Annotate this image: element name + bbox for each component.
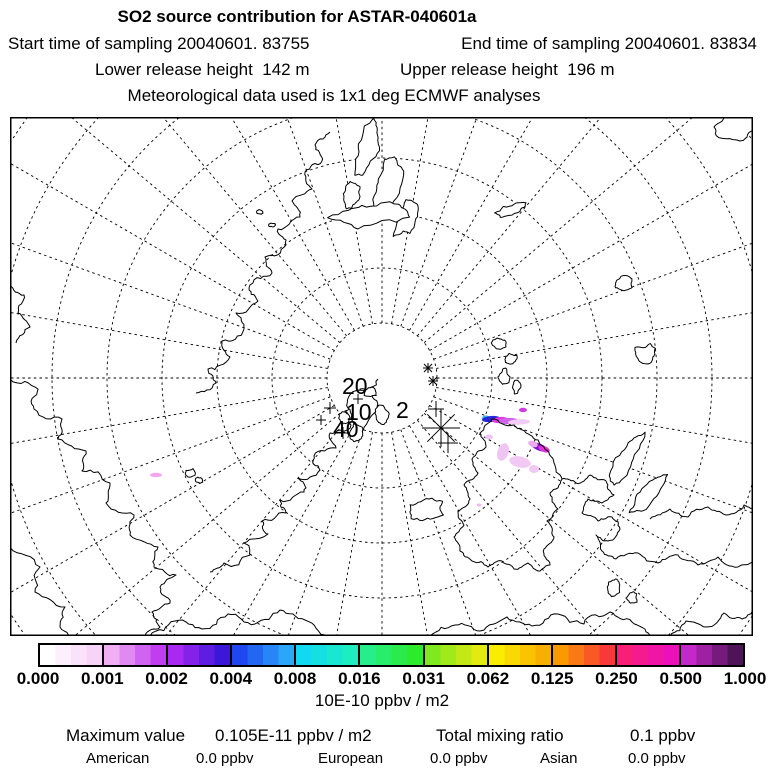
island-coastline bbox=[491, 338, 506, 349]
page-title: SO2 source contribution for ASTAR-040601a bbox=[117, 7, 477, 26]
island-coastline bbox=[607, 579, 619, 597]
coastline bbox=[650, 505, 753, 519]
island-coastline bbox=[626, 592, 637, 604]
coastline bbox=[616, 553, 753, 568]
map-number-label: 10 bbox=[346, 399, 372, 425]
island-coastline bbox=[185, 469, 195, 478]
ast-marker bbox=[428, 376, 438, 386]
so2-plume-patch bbox=[495, 442, 511, 463]
colorbar-tick-label: 0.008 bbox=[273, 669, 317, 688]
island-coastline bbox=[375, 405, 389, 424]
colorbar-segment bbox=[102, 645, 166, 665]
island-coastline bbox=[256, 210, 263, 215]
colorbar-tick-label: 0.016 bbox=[338, 669, 381, 688]
so2-plume-patch bbox=[529, 465, 539, 473]
total-mixing-ratio-value: 0.1 ppbv bbox=[630, 726, 696, 745]
colorbar-segment bbox=[40, 645, 102, 665]
coastlines bbox=[10, 117, 753, 636]
island-coastline bbox=[355, 118, 380, 175]
plus-marker bbox=[316, 415, 326, 425]
source-value-european: 0.0 ppbv bbox=[430, 750, 488, 767]
island-coastline bbox=[495, 202, 527, 217]
colorbar-tick-label: 0.500 bbox=[659, 669, 702, 688]
island-coastline bbox=[373, 157, 404, 208]
star-marker bbox=[422, 409, 460, 447]
colorbar bbox=[38, 643, 745, 667]
polar-map-svg bbox=[10, 117, 753, 636]
coastline bbox=[454, 419, 562, 571]
island-coastline bbox=[343, 181, 360, 208]
colorbar-segment bbox=[679, 645, 743, 665]
source-value-american: 0.0 ppbv bbox=[196, 750, 254, 767]
met-data-text: Meteorological data used is 1x1 deg ECMWF analyses bbox=[127, 86, 541, 105]
source-region-asian: Asian bbox=[540, 750, 578, 767]
colorbar-tick-label: 1.000 bbox=[723, 669, 767, 688]
colorbar-segment bbox=[230, 645, 294, 665]
plus-marker bbox=[324, 402, 336, 414]
island-coastline bbox=[410, 498, 444, 520]
map-number-label: 2 bbox=[396, 397, 409, 423]
colorbar-tick-label: 0.002 bbox=[145, 669, 188, 688]
colorbar-segment bbox=[358, 645, 422, 665]
end-time-text: End time of sampling 20040601. 83834 bbox=[461, 34, 757, 53]
upper-release-text: Upper release height 196 m bbox=[400, 60, 615, 79]
start-time-text: Start time of sampling 20040601. 83755 bbox=[8, 34, 310, 53]
so2-plume-patch bbox=[485, 435, 493, 440]
colorbar-tick-labels bbox=[0, 669, 768, 689]
island-coastline bbox=[513, 380, 522, 394]
island-coastline bbox=[714, 117, 753, 141]
colorbar-segment bbox=[487, 645, 551, 665]
colorbar-segment bbox=[166, 645, 230, 665]
colorbar-tick-label: 0.001 bbox=[80, 669, 124, 688]
island-coastline bbox=[498, 368, 510, 384]
source-region-european: European bbox=[318, 750, 384, 767]
colorbar-tick-label: 0.062 bbox=[466, 669, 510, 688]
island-coastline bbox=[635, 344, 656, 365]
ast-marker bbox=[423, 363, 433, 373]
source-value-asian: 0.0 ppbv bbox=[628, 750, 686, 767]
colorbar-segment bbox=[294, 645, 358, 665]
coastline bbox=[10, 285, 30, 343]
lower-release-text: Lower release height 142 m bbox=[95, 60, 310, 79]
source-region-american: American bbox=[86, 750, 150, 767]
total-mixing-ratio-label: Total mixing ratio bbox=[436, 726, 564, 745]
island-coastline bbox=[615, 276, 632, 291]
colorbar-tick-label: 0.004 bbox=[209, 669, 253, 688]
coastline bbox=[10, 379, 176, 636]
so2-plume-patch bbox=[150, 473, 162, 477]
polar-map bbox=[10, 117, 753, 636]
coastline bbox=[562, 475, 620, 559]
colorbar-tick-label: 0.125 bbox=[530, 669, 574, 688]
colorbar-units-label: 10E-10 ppbv / m2 bbox=[314, 691, 450, 710]
max-value-label: Maximum value bbox=[66, 726, 186, 745]
colorbar-tick-label: 0.000 bbox=[16, 669, 60, 688]
colorbar-segment bbox=[551, 645, 615, 665]
island-coastline bbox=[609, 432, 645, 485]
island-coastline bbox=[629, 475, 667, 513]
coastline bbox=[670, 611, 753, 636]
colorbar-tick-label: 0.250 bbox=[595, 669, 638, 688]
colorbar-segment bbox=[423, 645, 487, 665]
colorbar-segment bbox=[615, 645, 679, 665]
map-number-label: 20 bbox=[342, 373, 368, 399]
max-value: 0.105E-11 ppbv / m2 bbox=[215, 726, 372, 745]
plus-marker bbox=[428, 401, 444, 417]
colorbar-tick-label: 0.031 bbox=[402, 669, 445, 688]
coastline bbox=[430, 612, 650, 636]
map-number-label: 40 bbox=[333, 416, 359, 442]
island-coastline bbox=[505, 354, 517, 365]
so2-plume-patch bbox=[508, 454, 532, 469]
island-coastline bbox=[195, 477, 203, 483]
coastline bbox=[10, 547, 80, 636]
so2-plume-patch bbox=[477, 504, 482, 507]
island-coastline bbox=[269, 223, 276, 227]
so2-plume-patch bbox=[519, 408, 527, 412]
